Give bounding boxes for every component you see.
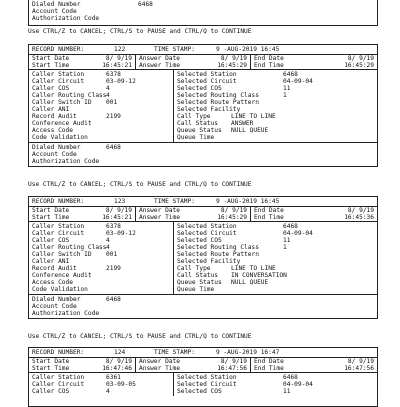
- record-times: Start Date 8/ 9/19 Start Time 16:47:46 Answer Date 8/ 9/19 Answer Time 16:47:56 End Date 8/ 9/19 End Time 16:47:56: [29, 357, 377, 372]
- caller-column: Caller Station 6361 Caller Circuit 03-09-05 Caller COS 4: [29, 373, 174, 396]
- record-times: Start Date 8/ 9/19 Start Time 16:45:21 Answer Date 8/ 9/19 Answer Time 16:45:29 End Date 8/ 9/19 End Time 16:45:29: [29, 54, 377, 69]
- control-instructions: Use CTRL/Z to CANCEL; CTRL/S to PAUSE and CTRL/Q to CONTINUE: [28, 181, 252, 188]
- record-footer: Dialed Number 6468 Account Code Authorization Code: [29, 294, 377, 318]
- report-page: [28, 0, 380, 400]
- record-header: RECORD NUMBER: 124 TIME STAMP: 9 -AUG-2019 16:47: [32, 349, 280, 356]
- control-instructions: Use CTRL/Z to CANCEL; CTRL/S to PAUSE and CTRL/Q to CONTINUE: [28, 28, 252, 35]
- record-box-124: [28, 347, 378, 407]
- record-box-122: [28, 44, 378, 167]
- selected-column: Selected Station 6468 Selected Circuit 04-09-04 Selected COS 11 Selected Routing Class 1 Selected Route Pattern Selected Facility Call Type LINE TO LINE Call Status ANSWER Queue Status NULL QUEUE Queue Time: [177, 71, 313, 141]
- record-footer: Dialed Number 6468 Account Code Authorization Code: [29, 142, 377, 166]
- record-details: [29, 69, 377, 142]
- caller-column: Caller Station 6378 Caller Circuit 03-09-12 Caller COS 4 Caller Routing Class 4 Caller Switch ID 001 Caller ANI Record Audit 2199 Conference Audit Access Code Code Validation: [29, 222, 174, 294]
- record-details: [29, 221, 377, 294]
- authorization-code-row: Authorization Code: [32, 15, 100, 22]
- caller-column: Caller Station 6378 Caller Circuit 03-09-12 Caller COS 4 Caller Routing Class 4 Caller Switch ID 001 Caller ANI Record Audit 2199 Conference Audit Access Code Code Validation: [29, 70, 174, 142]
- selected-column: Selected Station 6468 Selected Circuit 04-09-04 Selected COS 11: [177, 374, 313, 395]
- selected-column: Selected Station 6468 Selected Circuit 04-09-04 Selected COS 11 Selected Routing Class 1 Selected Route Pattern Selected Facility Call Type LINE TO LINE Call Status IN CONVERSATION Queue Status NULL QUEUE Queue Time: [177, 223, 313, 293]
- record-box-123: [28, 196, 378, 319]
- record-header: RECORD NUMBER: 123 TIME STAMP: 9 -AUG-2019 16:45: [32, 198, 280, 205]
- account-code-row: Account Code: [32, 8, 77, 15]
- record-details: [29, 372, 377, 396]
- dialed-number-row: Dialed Number 6468: [32, 1, 153, 8]
- record-times: Start Date 8/ 9/19 Start Time 16:45:21 Answer Date 8/ 9/19 Answer Time 16:45:29 End Date 8/ 9/19 End Time 16:45:36: [29, 206, 377, 221]
- record-fragment-top: [28, 0, 378, 26]
- record-header: RECORD NUMBER: 122 TIME STAMP: 9 -AUG-2019 16:45: [32, 46, 280, 53]
- control-instructions: Use CTRL/Z to CANCEL; CTRL/S to PAUSE and CTRL/Q to CONTINUE: [28, 333, 252, 340]
